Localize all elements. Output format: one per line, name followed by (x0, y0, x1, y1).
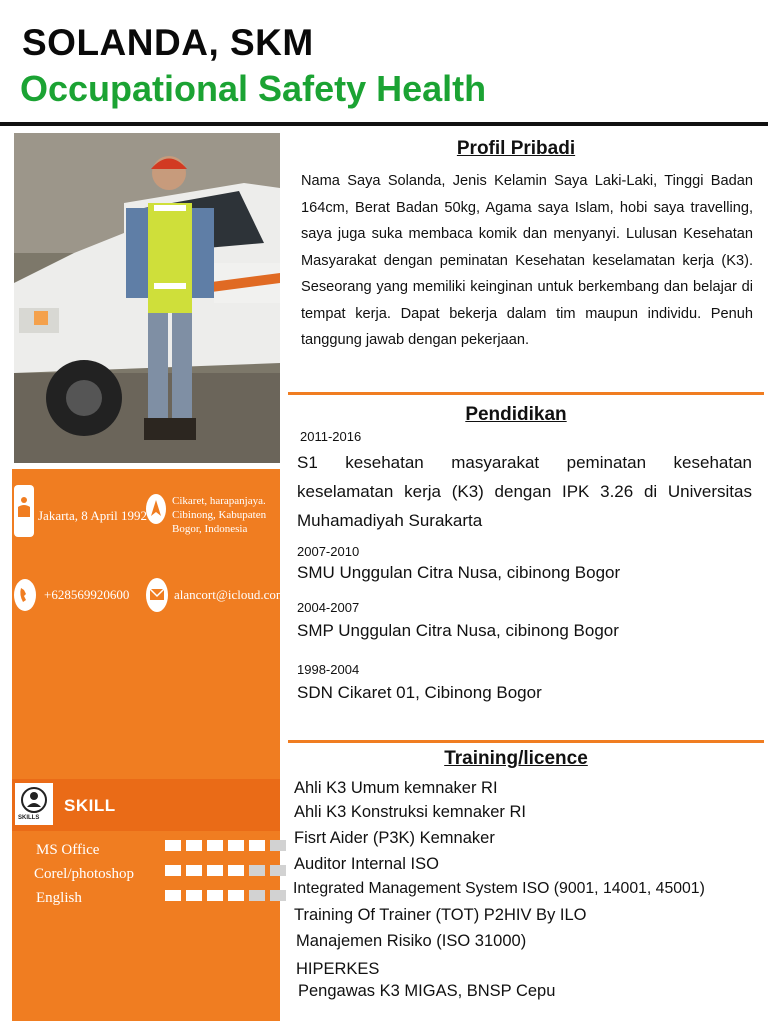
training-item: Training Of Trainer (TOT) P2HIV By ILO (294, 906, 587, 924)
training-item: Manajemen Risiko (ISO 31000) (296, 932, 527, 950)
skill-name: Corel/photoshop (34, 866, 134, 882)
skill-level-filled (165, 840, 181, 851)
skill-level-empty (249, 890, 265, 901)
skill-level-empty (270, 840, 286, 851)
skill-level-filled (207, 890, 223, 901)
candidate-name: SOLANDA, SKM (22, 22, 314, 63)
skill-level-empty (270, 890, 286, 901)
education-years: 2011-2016 (300, 429, 362, 444)
skills-badge-icon (15, 783, 53, 830)
training-item: Auditor Internal ISO (294, 855, 439, 873)
training-item: Integrated Management System ISO (9001, 14001, 45001) (293, 880, 705, 897)
profile-section-title: Profil Pribadi (456, 138, 576, 159)
skill-name: English (36, 890, 82, 906)
birth-date: Jakarta, 8 April 1992 (38, 508, 148, 523)
education-entry: SMU Unggulan Citra Nusa, cibinong Bogor (297, 563, 621, 582)
training-item: Ahli K3 Umum kemnaker RI (294, 779, 498, 797)
training-item: HIPERKES (296, 960, 380, 978)
phone-number[interactable]: +628569920600 (44, 587, 130, 602)
section-divider (288, 392, 764, 395)
education-years: 1998-2004 (297, 662, 360, 677)
skill-level-filled (249, 840, 265, 851)
section-divider (288, 740, 764, 743)
phone-icon (14, 579, 36, 616)
email-icon (146, 578, 168, 617)
education-entry: S1 kesehatan masyarakat peminatan kesehatan keselamatan kerja (K3) dengan IPK 3.26 di Universitas Muhamadiyah Surakarta (297, 453, 752, 530)
skill-rating (165, 840, 286, 851)
training-item: Ahli K3 Konstruksi kemnaker RI (294, 803, 527, 821)
contact-panel (12, 469, 280, 1021)
education-section-title: Pendidikan (465, 404, 567, 425)
skills-badge-text: SKILLS (18, 815, 40, 821)
training-item: Fisrt Aider (P3K) Kemnaker (294, 829, 495, 847)
skill-level-empty (249, 865, 265, 876)
skill-level-filled (207, 840, 223, 851)
skill-title: SKILL (64, 796, 116, 815)
profile-photo (14, 133, 280, 463)
training-item: Pengawas K3 MIGAS, BNSP Cepu (298, 982, 556, 1000)
education-entry: SMP Unggulan Citra Nusa, cibinong Bogor (297, 621, 619, 640)
training-section-title: Training/licence (444, 748, 588, 769)
skill-level-filled (228, 865, 244, 876)
skill-level-filled (186, 840, 202, 851)
education-entry: SDN Cikaret 01, Cibinong Bogor (297, 683, 542, 702)
skill-level-filled (186, 865, 202, 876)
skill-level-filled (165, 890, 181, 901)
skill-level-filled (228, 890, 244, 901)
skill-level-filled (207, 865, 223, 876)
skill-level-empty (270, 865, 286, 876)
education-years: 2004-2007 (297, 600, 360, 615)
header-divider (0, 122, 768, 126)
birth-location-icon (14, 485, 34, 542)
location-pin-icon (146, 494, 166, 529)
skill-rating (165, 865, 286, 876)
profile-description: Nama Saya Solanda, Jenis Kelamin Saya Laki-Laki, Tinggi Badan 164cm, Berat Badan 50kg, Agama saya Islam, hobi saya travelling, saya juga suka membaca komik dan menyanyi. Lulusan Kesehatan Masyarakat dengan peminatan Kesehatan keselamatan kerja (K3). Seseorang yang memiliki keinginan untuk berkembang dan belajar di tempat kerja. Dapat bekerja dalam tim maupun individu. Penuh tanggung jawab dengan pekerjaan. (301, 173, 753, 348)
skill-level-filled (165, 865, 181, 876)
skill-level-filled (186, 890, 202, 901)
address: Cikaret, harapanjaya. Cibinong, Kabupaten Bogor, Indonesia (172, 495, 267, 535)
candidate-role: Occupational Safety Health (20, 68, 487, 109)
skill-level-filled (228, 840, 244, 851)
education-years: 2007-2010 (297, 544, 360, 559)
skill-rating (165, 890, 286, 901)
skill-name: MS Office (36, 842, 100, 858)
email-address[interactable]: alancort@icloud.com (174, 587, 286, 602)
